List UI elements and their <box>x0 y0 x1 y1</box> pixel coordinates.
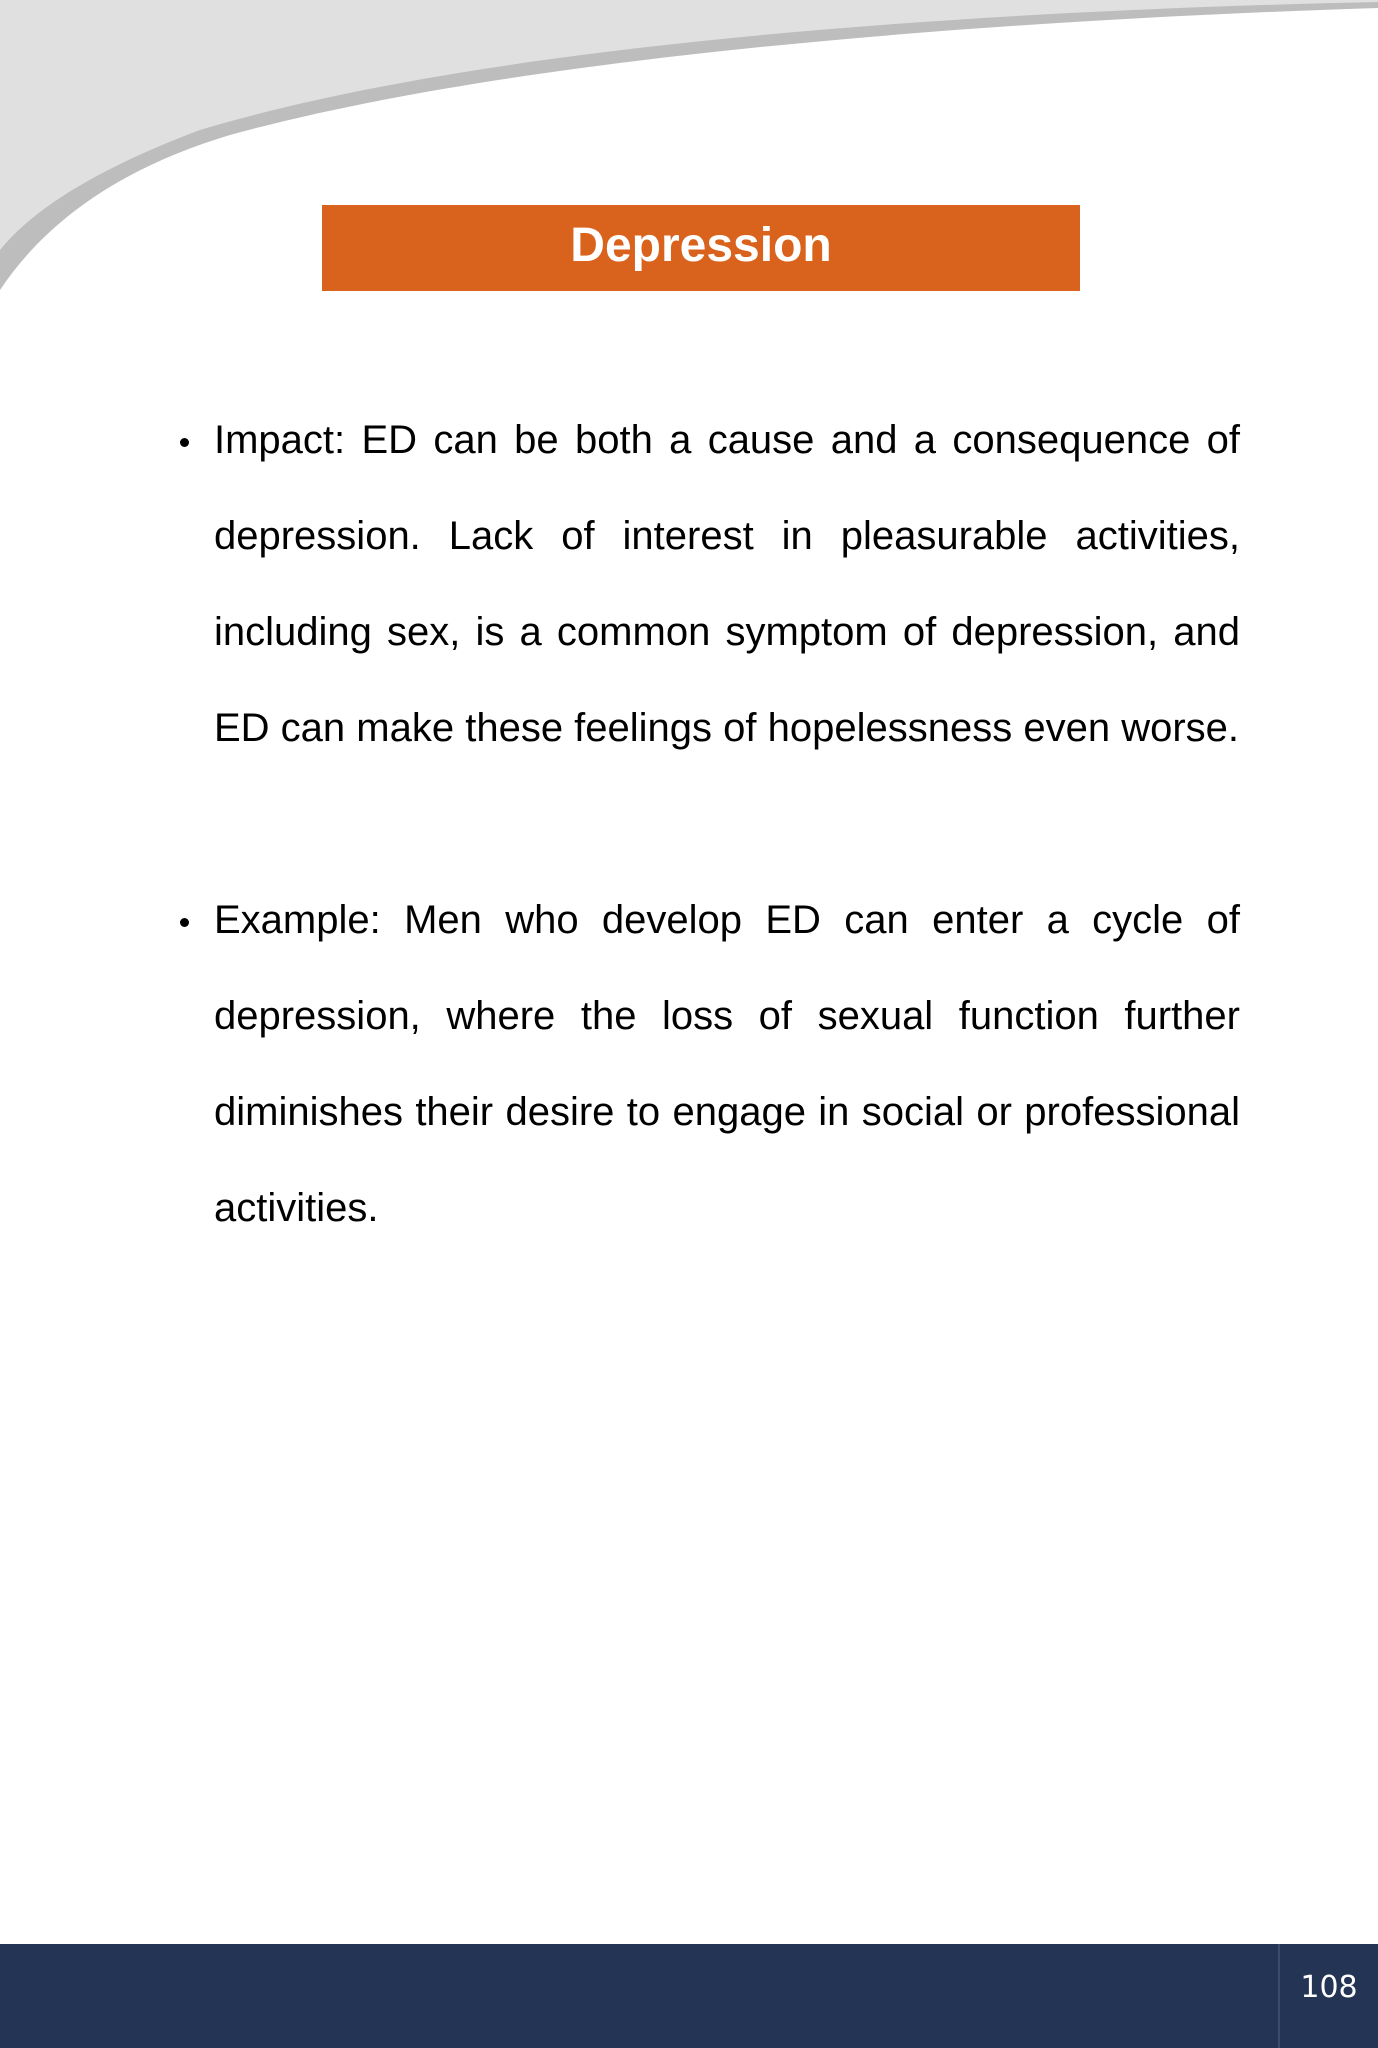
footer-bar <box>0 1944 1378 2048</box>
page-number: 108 <box>1300 1969 1358 2005</box>
page-number-box <box>1278 1944 1378 2048</box>
list-item <box>170 392 1240 776</box>
bullet-text: Impact: ED can be both a cause and a consequence of depression. Lack of interest in pleasurable activities, including sex, is a common symptom of depression, and ED can make these feelings of hopelessness even worse. <box>214 418 1240 750</box>
page-title: Depression <box>570 219 832 272</box>
title-banner <box>322 205 1080 291</box>
bullet-text: Example: Men who develop ED can enter a cycle of depression, where the loss of sexual function further diminishes their desire to engage in social or professional activities. <box>214 898 1240 1230</box>
list-item <box>170 872 1240 1256</box>
bullet-icon <box>180 438 189 447</box>
bullet-list <box>170 392 1240 1352</box>
bullet-icon <box>180 918 189 927</box>
